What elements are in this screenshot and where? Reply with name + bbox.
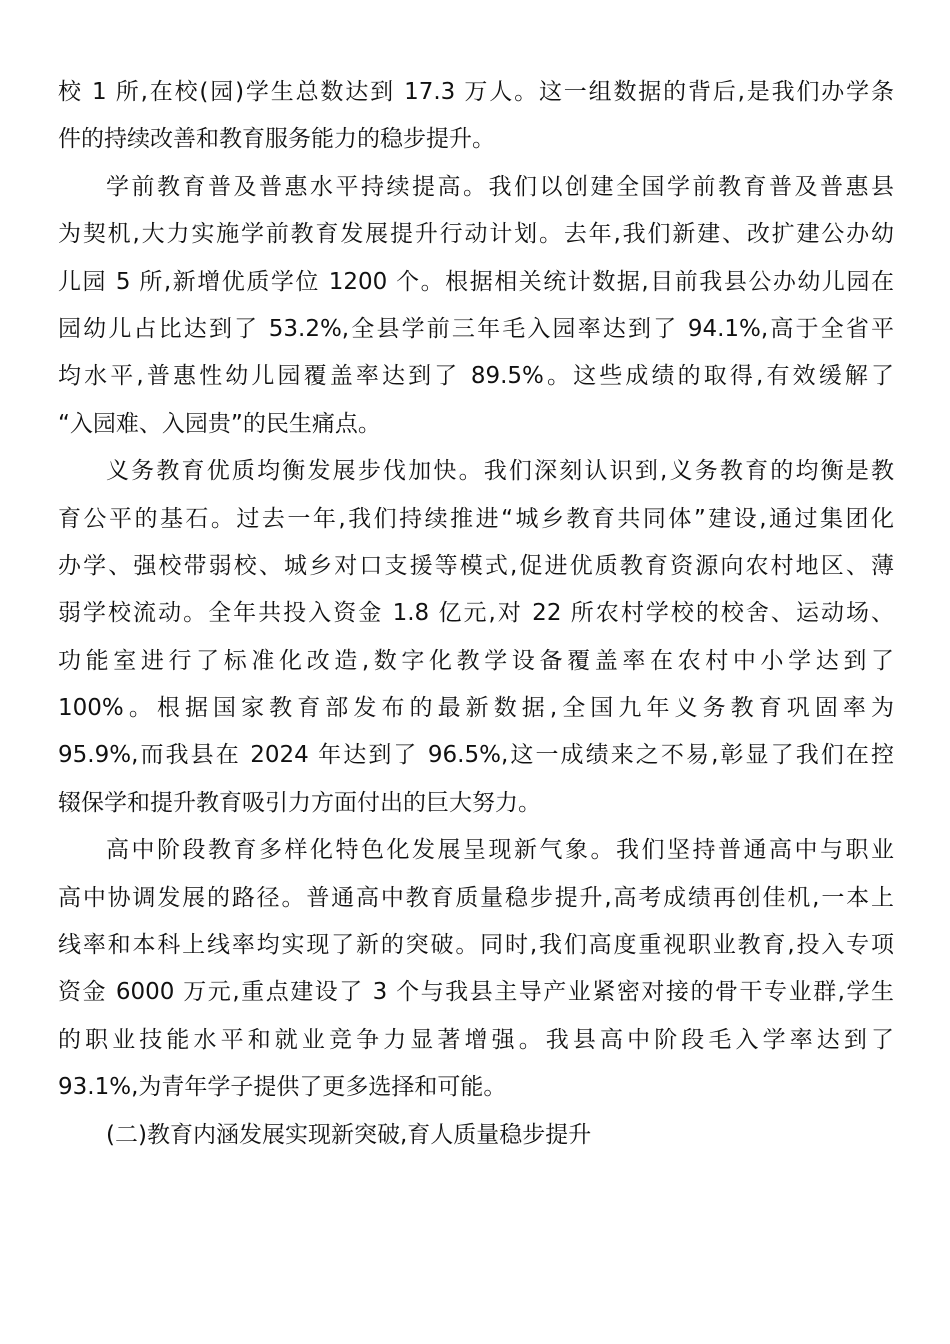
text-line: 高中协调发展的路径。普通高中教育质量稳步提升,高考成绩再创佳机,一本上 <box>58 884 894 911</box>
text-line: 育公平的基石。过去一年,我们持续推进“城乡教育共同体”建设,通过集团化 <box>58 505 894 532</box>
text-line: 93.1%,为青年学子提供了更多选择和可能。 <box>58 1074 507 1101</box>
paragraph-compulsory-education <box>58 448 894 827</box>
text-line: 100%。根据国家教育部发布的最新数据,全国九年义务教育巩固率为 <box>58 695 894 722</box>
text-line: 儿园 5 所,新增优质学位 1200 个。根据相关统计数据,目前我县公办幼儿园在 <box>58 268 894 295</box>
document-page <box>58 69 894 1159</box>
text-line: 校 1 所,在校(园)学生总数达到 17.3 万人。这一组数据的背后,是我们办学条 <box>58 79 894 105</box>
text-line: 资金 6000 万元,重点建设了 3 个与我县主导产业紧密对接的骨干专业群,学生 <box>58 979 894 1006</box>
paragraph-high-school-education <box>58 827 894 1111</box>
text-line: 功能室进行了标准化改造,数字化教学设备覆盖率在农村中小学达到了 <box>58 647 894 674</box>
text-line: 弱学校流动。全年共投入资金 1.8 亿元,对 22 所农村学校的校舍、运动场、 <box>58 600 894 627</box>
text-line: 辍保学和提升教育吸引力方面付出的巨大努力。 <box>58 789 541 816</box>
text-line: 办学、强校带弱校、城乡对口支援等模式,促进优质教育资源向农村地区、薄 <box>58 552 894 579</box>
paragraph-preschool-education <box>58 164 894 448</box>
text-line: 学前教育普及普惠水平持续提高。我们以创建全国学前教育普及普惠县 <box>106 173 894 200</box>
text-line: 件的持续改善和教育服务能力的稳步提升。 <box>58 126 495 153</box>
text-line: 线率和本科上线率均实现了新的突破。同时,我们高度重视职业教育,投入专项 <box>58 932 894 959</box>
text-line: 均水平,普惠性幼儿园覆盖率达到了 89.5%。这些成绩的取得,有效缓解了 <box>58 363 894 390</box>
section-heading <box>58 1112 894 1159</box>
text-line: 高中阶段教育多样化特色化发展呈现新气象。我们坚持普通高中与职业 <box>106 837 894 864</box>
text-line: 为契机,大力实施学前教育发展提升行动计划。去年,我们新建、改扩建公办幼 <box>58 221 894 248</box>
text-line: “入园难、入园贵”的民生痛点。 <box>58 410 381 437</box>
section-heading-text: (二)教育内涵发展实现新突破,育人质量稳步提升 <box>106 1121 592 1148</box>
text-line: 义务教育优质均衡发展步伐加快。我们深刻认识到,义务教育的均衡是教 <box>106 458 894 485</box>
text-line: 95.9%,而我县在 2024 年达到了 96.5%,这一成绩来之不易,彰显了我们在控 <box>58 742 894 769</box>
text-line: 的职业技能水平和就业竞争力显著增强。我县高中阶段毛入学率达到了 <box>58 1026 894 1053</box>
paragraph-enrollment-summary <box>58 69 894 164</box>
text-line: 园幼儿占比达到了 53.2%,全县学前三年毛入园率达到了 94.1%,高于全省平 <box>58 315 895 342</box>
